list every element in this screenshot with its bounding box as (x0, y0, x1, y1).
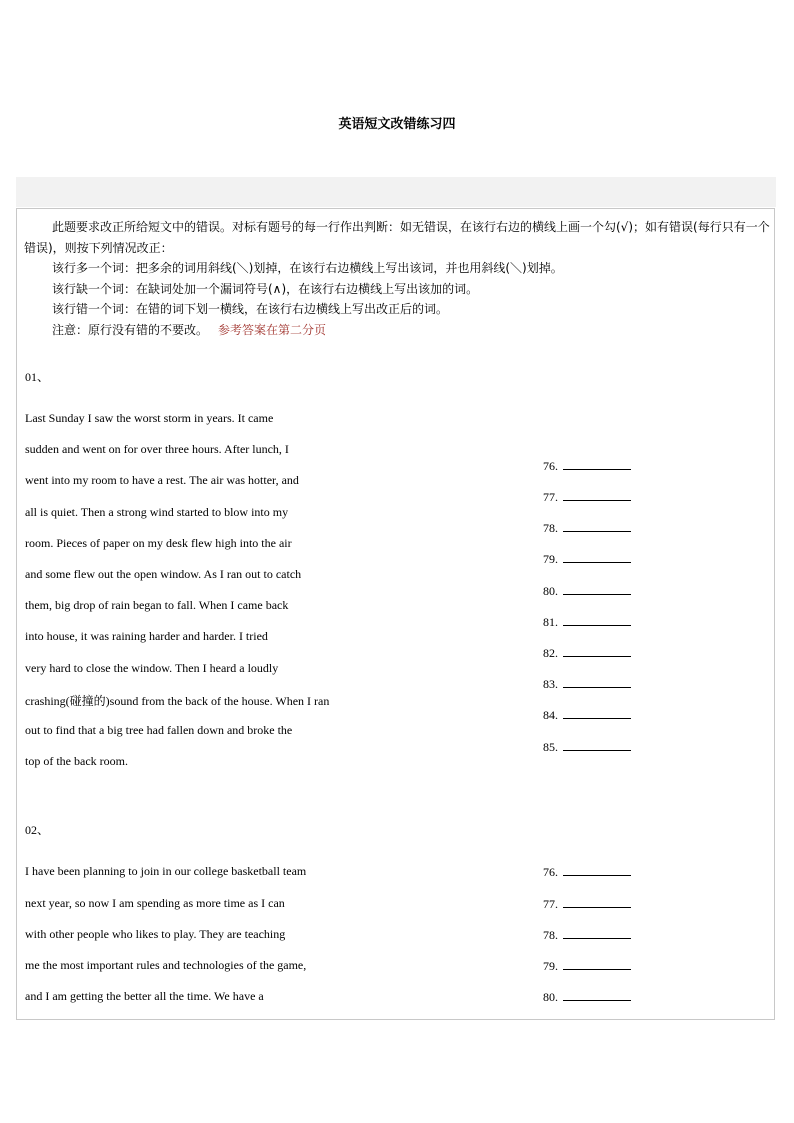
answer-blank[interactable] (563, 927, 631, 939)
answer-blank[interactable] (563, 520, 631, 532)
page-title: 英语短文改错练习四 (338, 117, 456, 132)
question-2-label: 02、 (25, 823, 50, 837)
answer-line[interactable] (543, 489, 631, 505)
answer-line[interactable] (543, 458, 631, 474)
passage-line: and I am getting the better all the time. We have a (25, 989, 264, 1003)
passage-line: crashing(碰撞的)sound from the back of the house. When I ran (25, 694, 330, 708)
answer-blank[interactable] (563, 551, 631, 563)
passage-line: room. Pieces of paper on my desk flew high into the air (25, 536, 292, 550)
answer-number: 81. (543, 615, 558, 629)
instruction-note (24, 320, 770, 341)
answer-line[interactable] (543, 645, 631, 661)
passage-line: all is quiet. Then a strong wind started to blow into my (25, 505, 289, 519)
answer-line[interactable] (543, 927, 631, 943)
passage-line: top of the back room. (25, 754, 128, 768)
answer-blank[interactable] (563, 989, 631, 1001)
answer-line[interactable] (543, 614, 631, 630)
answer-number: 85. (543, 740, 558, 754)
passage-line: into house, it was raining harder and harder. I tried (25, 629, 268, 643)
answer-line[interactable] (543, 520, 631, 536)
answer-number: 78. (543, 928, 558, 942)
answer-line[interactable] (543, 864, 631, 880)
answer-number: 76. (543, 459, 558, 473)
answer-number: 80. (543, 584, 558, 598)
instructions (24, 217, 770, 341)
answer-line[interactable] (543, 707, 631, 723)
instruction-extra-word: 该行多一个词：把多余的词用斜线(＼)划掉，在该行右边横线上写出该词，并也用斜线(＼)划掉。 (52, 261, 563, 276)
answer-number: 77. (543, 490, 558, 504)
answer-blank[interactable] (563, 458, 631, 470)
passage-line: and some flew out the open window. As I ran out to catch (25, 567, 302, 581)
answer-blank[interactable] (563, 614, 631, 626)
passage-line: very hard to close the window. Then I heard a loudly (25, 661, 279, 675)
answer-line[interactable] (543, 583, 631, 599)
answer-line[interactable] (543, 676, 631, 692)
answer-number: 83. (543, 677, 558, 691)
header-band (16, 177, 776, 207)
answer-number: 82. (543, 646, 558, 660)
passage-line: out to find that a big tree had fallen down and broke the (25, 723, 293, 737)
answer-blank[interactable] (563, 676, 631, 688)
question-1-label: 01、 (25, 370, 50, 384)
answer-blank[interactable] (563, 645, 631, 657)
passage-line: sudden and went on for over three hours. After lunch, I (25, 442, 289, 456)
answer-line[interactable] (543, 989, 631, 1005)
passage-line: next year, so now I am spending as more time as I can (25, 896, 285, 910)
note-text: 注意：原行没有错的不要改。 (52, 322, 209, 337)
answer-number: 78. (543, 521, 558, 535)
answer-line[interactable] (543, 896, 631, 912)
instruction-wrong-word: 该行错一个词：在错的词下划一横线，在该行右边横线上写出改正后的词。 (52, 302, 449, 317)
answer-number: 79. (543, 959, 558, 973)
answer-blank[interactable] (563, 583, 631, 595)
answer-blank[interactable] (563, 864, 631, 876)
instruction-intro: 此题要求改正所给短文中的错误。对标有题号的每一行作出判断：如无错误，在该行右边的横线上画一个勾(√)；如有错误(每行只有一个错误)，则按下列情况改正： (24, 220, 770, 255)
answer-reference-link: 参考答案在第二分页 (218, 322, 327, 337)
passage-line: them, big drop of rain began to fall. When I came back (25, 598, 289, 612)
answer-blank[interactable] (563, 739, 631, 751)
passage-line: me the most important rules and technologies of the game, (25, 958, 307, 972)
answer-number: 79. (543, 552, 558, 566)
answer-line[interactable] (543, 958, 631, 974)
answer-blank[interactable] (563, 896, 631, 908)
answer-number: 84. (543, 708, 558, 722)
answer-blank[interactable] (563, 958, 631, 970)
answer-number: 80. (543, 990, 558, 1004)
instruction-missing-word: 该行缺一个词：在缺词处加一个漏词符号(∧)，在该行右边横线上写出该加的词。 (52, 281, 479, 296)
answer-line[interactable] (543, 739, 631, 755)
answer-number: 77. (543, 897, 558, 911)
passage-line: Last Sunday I saw the worst storm in years. It came (25, 411, 274, 425)
passage-line: with other people who likes to play. They are teaching (25, 927, 286, 941)
answer-blank[interactable] (563, 489, 631, 501)
passage-line: I have been planning to join in our college basketball team (25, 864, 307, 878)
answer-blank[interactable] (563, 707, 631, 719)
passage-line: went into my room to have a rest. The air was hotter, and (25, 473, 299, 487)
answer-number: 76. (543, 865, 558, 879)
answer-line[interactable] (543, 551, 631, 567)
